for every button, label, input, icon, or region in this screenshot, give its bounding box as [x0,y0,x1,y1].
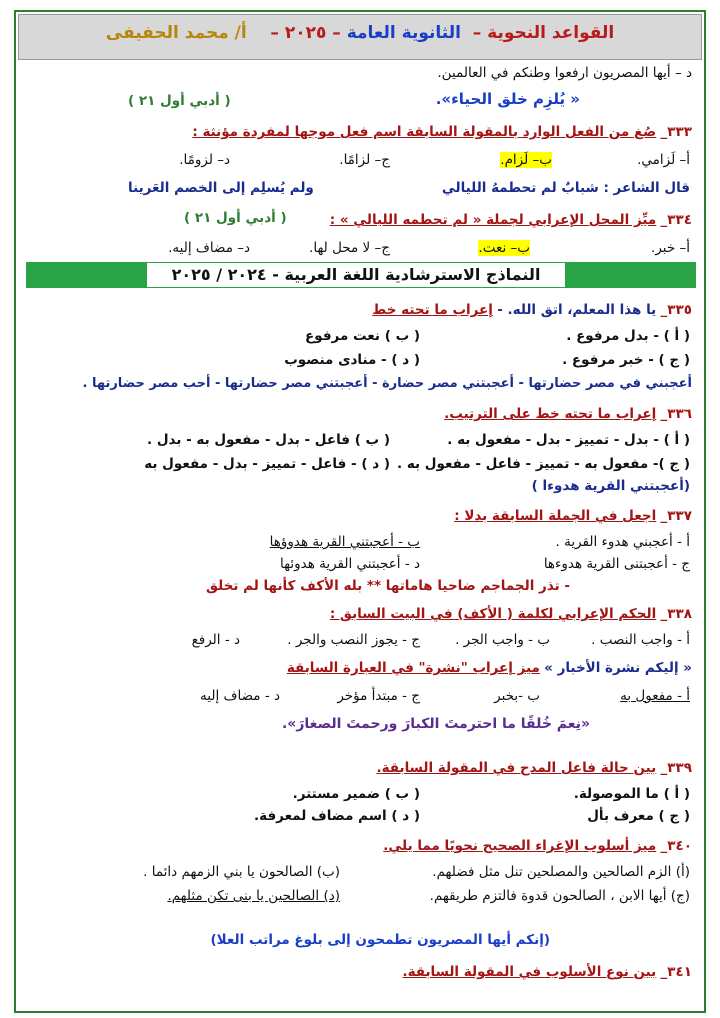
q-nashra-stem [287,660,692,676]
q337-verse: - تذر الجماجم ضاحيا هاماتها ** بله الأكف كأنها لم تخلق [205,578,570,594]
poem-line-2: ولم يُسلِم إلى الخصم العَرينا [128,180,314,196]
header-separator: – [270,23,279,43]
q339-option-d: ( د ) اسم مضاف لمعرفة. [254,808,420,824]
q337-option-d: د - أعجبتني القرية هدوئها [280,556,420,572]
q334-tag: ( أدبي أول ٢١ ) [184,210,287,226]
quote-3: (إنكم أيها المصريون تطمحون إلى بلوغ مراتب العلا) [210,932,550,948]
q337-stem [454,508,692,524]
q336-text: إعراب ما تحته خط على الترتيب. [444,406,657,422]
q341-stem [402,964,692,980]
header-title: القواعد النحوية [487,23,615,43]
header-teacher: أ/ محمد الحفيفى [105,23,247,43]
header-separator: – [472,23,482,43]
q336-number: ٣٣٦_ [660,406,692,422]
q334-stem [330,212,692,228]
q339-option-c: ( ج ) معرف بأل [587,808,690,824]
q338-stem [330,606,692,622]
header-separator: – [332,23,341,43]
q336-option-a: ( أ ) - بدل - تمييز - بدل - مفعول به . [447,432,690,448]
banner-title: النماذج الاسترشادية اللغة العربية - ٢٠٢٤ / ٢٠٢٥ [146,262,566,288]
q340-number: ٣٤٠_ [660,838,692,854]
q334-option-c: ج– لا محل لها. [309,240,390,256]
q339-text: بين حالة فاعل المدح في المقولة السابقة. [376,760,657,776]
q339-stem [376,760,692,776]
q340-option-a: (أ) الزم الصالحين والمصلحين تنل مثل فضلهم. [432,864,690,880]
q335-number: ٣٣٥_ [660,302,692,318]
q338-text: الحكم الإعرابي لكلمة ( الأكف) في البيت السابق : [329,606,657,622]
header-level: الثانوية العامة [346,23,461,43]
q334-text: ميِّز المحل الإعرابي لجملة « لم تحطمه الليالي » : [329,212,657,228]
q337-option-b: ب - أعجبتني القرية هدوؤها [269,534,420,550]
q335-option-d: ( د ) - منادى منصوب [284,352,420,368]
q-nashra-option-d: د - مضاف إليه [200,688,280,704]
q341-number: ٣٤١_ [660,964,692,980]
header-year: ٢٠٢٥ [284,23,327,43]
q337-option-a: أ - أعجبني هدوء القرية . [555,534,690,550]
q335-task: إعراب ما تحته خط [372,302,493,318]
poem-line-1: قال الشاعر : شبابٌ لم تحطمهُ الليالي [441,180,690,196]
q340-option-d: (د) الصالحين يا بنى تكن مثلهم. [167,888,340,904]
q340-option-b: (ب) الصالحون يا بني الزمهم دائما . [143,864,340,880]
q338-option-d: د - الرفع [191,632,240,648]
q334-option-d: د– مضاف إليه. [168,240,250,256]
q341-text: بين نوع الأسلوب في المقولة السابقة. [402,964,657,980]
q337-text: اجعل في الجملة السابقة بدلا : [454,508,657,524]
q334-number: ٣٣٤_ [660,212,692,228]
q334-option-b: ب– نعت. [478,240,530,256]
q335-sentences: أعجبني في مصر حضارتها - أعجبتني مصر حضارة - أعجبتني مصر حضارتها - أحب مصر حضارتها . [82,376,692,391]
q333-text: صُغ من الفعل الوارد بالمقولة السابقة اسم فعل موجها لمفردة مؤنثة : [192,124,657,140]
q335-intro: يا هذا المعلم، اتق الله. - [497,302,657,318]
page-header [18,14,702,60]
q-nashra-quote: « إليكم نشرة الأخبار » [544,660,692,676]
q336-example: (أعجبتني القرية هدوءا ) [531,478,690,494]
q-nashra-option-b: ب -بخبر [494,688,540,704]
q338-option-c: ج - يجوز النصب والجر . [287,632,420,648]
q339-number: ٣٣٩_ [660,760,692,776]
section-banner [26,262,696,288]
q335-stem [372,302,692,318]
quote-1-text: « يُلزِم خلق الحياء». [435,90,580,108]
q336-option-d: ( د ) - فاعل - تمييز - بدل - مفعول به [144,456,390,472]
q335-option-a: ( أ ) - بدل مرفوع . [566,328,690,344]
q336-option-c: ( ج )- مفعول به - تمييز - فاعل - مفعول به . [397,456,690,472]
q333-stem [192,124,692,140]
q333-number: ٣٣٣_ [660,124,692,140]
q336-option-b: ( ب ) فاعل - بدل - مفعول به - بدل . [146,432,390,448]
q333-option-c: ج– لزامًا. [339,152,390,168]
quote-1-tag: ( أدبي أول ٢١ ) [128,93,231,109]
q-nashra-text: ميز إعراب "نشرة" في العبارة السابقة [286,660,540,676]
q333-option-b: ب– لَزام. [500,152,552,168]
q-nashra-option-c: ج - مبتدأ مؤخر [337,688,420,704]
q340-stem [383,838,692,854]
q335-option-c: ( ج ) - خبر مرفوع . [562,352,690,368]
header-text [19,23,701,43]
q337-option-c: ج - أعجبتنى القرية هدوءها [543,556,690,572]
top-line: د – أيها المصريون ارفعوا وطنكم في العالمين. [437,65,692,81]
q338-option-b: ب - واجب الجر . [455,632,550,648]
q333-option-a: أ– لَزامي. [637,152,690,168]
q337-number: ٣٣٧_ [660,508,692,524]
quote-2: «نِعمَ خُلقًا ما احترمتَ الكبارَ ورحمتَ الصغارَ». [281,716,590,732]
q339-option-b: ( ب ) ضمير مستتر. [292,786,420,802]
q334-option-a: أ– خبر. [651,240,690,256]
q340-option-c: (ج) أيها الابن ، الصالحون قدوة فالتزم طريقهم. [429,888,690,904]
q336-stem [444,406,692,422]
q333-option-d: د– لزومًا. [179,152,230,168]
q335-option-b: ( ب ) نعت مرفوع [305,328,420,344]
q-nashra-option-a: أ - مفعول به [620,688,690,704]
quote-1 [436,90,580,108]
q338-number: ٣٣٨_ [660,606,692,622]
q339-option-a: ( أ ) ما الموصولة. [573,786,690,802]
q338-option-a: أ - واجب النصب . [591,632,690,648]
q340-text: ميز أسلوب الإغراء الصحيح نحويًا مما يلي. [383,838,657,854]
